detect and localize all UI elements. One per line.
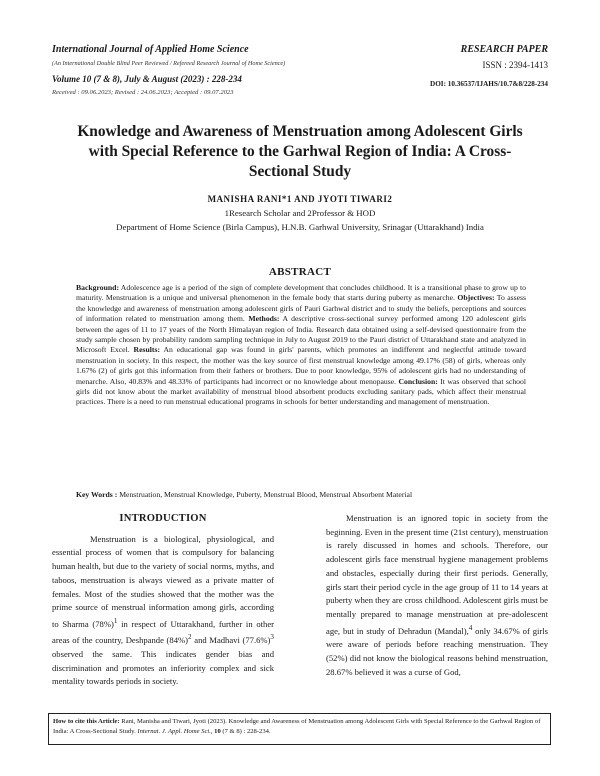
abstract-body <box>76 283 526 408</box>
methods-text: A descriptive cross-sectional survey performed among 120 adolescent girls between the ages of 11 to 17 years of the North Himalayan region of India. Research data obtained using a self-devised questionnaire from the study sample chosen by probability random sampling technique in July to August 2019 to the Pauri district of Uttarakhand state and analyzed in Microsoft Excel. <box>76 314 527 355</box>
objectives-label: Objectives: <box>457 293 495 303</box>
author-roles: 1Research Scholar and 2Professor & HOD <box>224 208 376 218</box>
intro-paragraph-1: Menstruation is a biological, physiological, and essential process of women that is compulsory for balancing human health, but due to the variety of social norms, myths, and taboos, menstruation is always viewed as a private matter of females. Most of the studies showed that the mother was the prime source of menstrual information among girls, according to Sharma $(78\%)^1$ in respect of Uttarakhand, further in other areas of the country, Deshpande $(84\%)^2$ and Madhavi $(77.6\%)^3$ observed the same. This indicates gender bias and discrimination and promotes an inferiority complex and sick mentality towards periods in society. <box>52 533 274 687</box>
ref-sup[interactable]: 4 <box>468 623 473 632</box>
received-dates: Received : 09.06.2023; Revised : 24.06.2023; Accepted : 09.07.2023 <box>52 89 234 96</box>
left-column <box>52 512 274 689</box>
affiliation: Department of Home Science (Birla Campus), H.N.B. Garhwal University, Srinagar (Uttarakhand) India <box>116 222 484 232</box>
conclusion-text: It was observed that school girls did not know about the market availability of menstrual blood absorbent products excluding sanitary pads, which affect their menstrual practices. There is a need to run menstrual educational programs in schools for better understanding and management of menstruation. <box>76 376 526 407</box>
citation-journal: Internat. J. Appl. Home Sci. <box>137 728 211 736</box>
right-column <box>326 512 548 679</box>
citation-box: How to cite this Article: Rani, Manisha and Tiwari, Jyoti (2023). Knowledge and Awareness of Menstruation among Adolescent Girls with Special Reference to the Garhwal Region of India: A Cross-Sectional Study. Internat. J. Appl. Home Sci., 10 (7 & 8) : 228-234. <box>48 713 551 745</box>
citation-volume: 10 <box>214 728 221 736</box>
ref-sup[interactable]: 2 <box>188 633 192 642</box>
background-label: Background: <box>76 283 120 292</box>
methods-label: Methods: <box>248 314 280 324</box>
ref-sup[interactable]: 3 <box>270 633 274 642</box>
background-text: Adolescence age is a period of the sign of complete development that concludes childhood. It is a transitional phase to grow up to maturity. Menstruation is a unique and universal phenomenon in the female body that starts during puberty as menarche. <box>76 283 526 303</box>
abstract-heading: ABSTRACT <box>268 266 332 278</box>
issn: ISSN : 2394-1413 <box>482 60 548 70</box>
paper-title: Knowledge and Awareness of Menstruation among Adolescent Girls with Special Reference to the Garhwal Region of India: A Cross-Sectional Study <box>77 123 523 180</box>
journal-name: International Journal of Applied Home Science <box>52 44 249 55</box>
results-text: An educational gap was found in girls' parents, which promotes an indifferent and neglectful attitude toward menstruation in society. In this respect, the mother was the key source of first menstrual knowledge among 49.17% (58) of girls, whereas only 1.67% (2) of girls got this information from their fathers or brothers. Due to poor knowledge, 95% of adolescent girls had no understanding of menarche. Also, 40.83% and 48.33% of participants had incorrect or no knowledge about menopause. <box>76 345 526 386</box>
conclusion-label: Conclusion: <box>398 376 438 386</box>
introduction-heading: INTRODUCTION <box>119 513 207 524</box>
objectives-text: To assess the knowledge and awareness of menstruation among adolescent girls of Pauri Garhwal district and to study the beliefs, perceptions and sources of information related to menstruation among them. <box>76 293 526 324</box>
intro-paragraph-2: Menstruation is an ignored topic in society from the beginning. Even in the present time (21st century), menstruation is rarely discussed in homes and schools. Therefore, our adolescent girls face menstrual hygiene management problems and obstacles, especially during their first periods. Generally, girls start their period cycle in the age group of 11 to 14 years at puberty when they are cross childhood. Adolescent girls must be mentally prepared to manage menstruation at pre-adolescent age, but in study of Dehradun (Mandal),$^4$ only 34.67% of girls were aware of periods before reaching menstruation. They (52%) did not know the biological reasons behind menstruation, 28.67% believed it was a curse of God, <box>326 513 548 677</box>
keywords-text: Menstruation, Menstrual Knowledge, Puberty, Menstrual Blood, Menstrual Absorbent Material <box>117 490 413 499</box>
paper-type: RESEARCH PAPER <box>460 44 548 55</box>
volume-info: Volume 10 (7 & 8), July & August (2023) : 228-234 <box>52 74 242 84</box>
ref-sup[interactable]: 1 <box>113 616 118 625</box>
keywords-label: Key Words : <box>76 490 118 499</box>
results-label: Results: <box>133 345 161 355</box>
citation-label: How to cite this Article: <box>53 718 120 725</box>
journal-subtitle: (An International Double Blind Peer Reviewed / Refereed Research Journal of Home Science) <box>52 60 286 67</box>
keywords <box>76 490 526 500</box>
authors: MANISHA RANI*1 AND JYOTI TIWARI2 <box>207 194 393 204</box>
doi[interactable]: DOI: 10.36537/IJAHS/10.7&8/228-234 <box>430 80 548 88</box>
